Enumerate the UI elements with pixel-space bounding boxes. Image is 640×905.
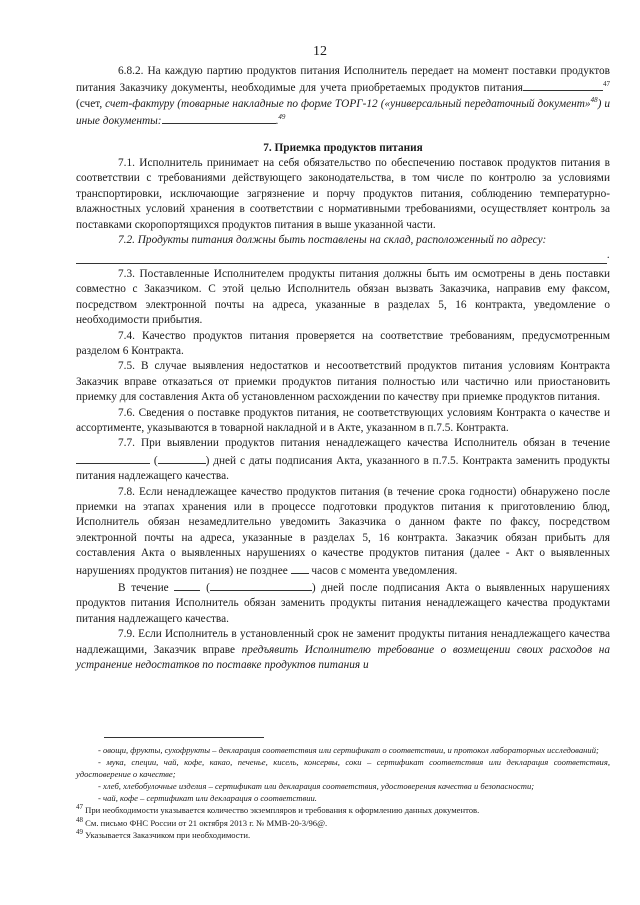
clause-6-8-2-italic: счет-фактуру (товарные накладные по форме ТОРГ-12 («универсальный передаточный документ» (105, 97, 591, 110)
footnotes (76, 744, 610, 841)
clause-6-8-2-text-b: (счет, (76, 97, 106, 110)
clause-7-8 (76, 485, 610, 579)
footnote-text: См. письмо ФНС России от 21 октября 2013 г. № ММВ-20-3/96@. (85, 817, 328, 828)
main-text (76, 64, 610, 673)
footnote-separator (104, 737, 264, 738)
clause-7-5: 7.5. В случае выявления недостатков и несоответствий продуктов питания условиям Контракта Заказчик вправе отказаться от приемки продуктов питания полностью или частично или приостановить приемку для составления Акта об установленном расхождении по качеству при приемке продуктов питания. (76, 360, 610, 404)
blank-field (523, 79, 603, 91)
section-heading: 7. Приемка продуктов питания (263, 141, 423, 154)
footnote-item: - чай, кофе – сертификат или декларация о соответствии. (98, 793, 317, 804)
footnote-item: - мука, специи, чай, кофе, какао, печенье, кисель, консервы, соки – сертификат соответствия или декларация соответствия, удостоверение о качестве; (76, 757, 610, 780)
blank-field (291, 562, 309, 574)
clause-7-9 (76, 627, 610, 673)
footnote-ref-47: 47 (603, 80, 610, 89)
clause-7-8-text-c: В течение (118, 582, 169, 594)
clause-7-6: 7.6. Сведения о поставке продуктов питания, не соответствующих условиям Контракта о качестве и ассортименте, указываются в товарной накладной и в Акте, указанном в п.7.5. Контракта. (76, 406, 610, 434)
clause-7-8-continued (76, 579, 610, 627)
footnote-text: При необходимости указывается количество экземпляров и требования к оформлению данных документов. (85, 805, 480, 816)
footnote-item: - хлеб, хлебобулочные изделия – сертификат или декларация соответствия, удостоверения качества и безопасности; (98, 781, 535, 792)
footnote-ref-49: 49 (278, 113, 286, 122)
footnote-number: 48 (76, 815, 83, 824)
clause-7-7 (76, 436, 610, 484)
blank-field (158, 452, 206, 464)
page-number: 12 (313, 44, 327, 59)
address-line (76, 248, 610, 263)
clause-7-4: 7.4. Качество продуктов питания проверяется на соответствие требованиям, предусмотренным разделом 6 Контракта. (76, 329, 610, 357)
blank-field (210, 579, 312, 591)
clause-7-7-text: 7.7. При выявлении продуктов питания ненадлежащего качества Исполнитель обязан в течение (118, 437, 610, 450)
clause-6-8-2-italic-b: ) и иные документы: (76, 97, 610, 128)
clause-7-8-text: 7.8. Если ненадлежащее качество продуктов питания (в течение срока годности) обнаружено после приемки на этапах хранения или в процессе подготовки продуктов питания к приготовлению блюд, Исполнитель обязан незамедлительно уведомить Заказчика о данном факте по факсу, посредством электронной почты на адреса, указанные в разделах 5, 16 контракта. Заказчик обязан прибыть для составления Акта о выявленных нарушениях о качестве продуктов питания (далее - Акт о выявленных нарушениях продуктов питания) не позднее (76, 485, 610, 577)
clause-7-9-italic: предъявить Исполнителю требование о возмещении своих расходов на устранение недостатков по поставке продуктов питания и (76, 643, 610, 672)
clause-6-8-2 (76, 64, 610, 130)
blank-field (76, 252, 607, 264)
clause-7-9-text: 7.9. Если Исполнитель в установленный срок не заменит продукты питания ненадлежащего качества надлежащими, Заказчик вправе (76, 628, 610, 656)
clause-7-8-text-e: ) дней после подписания Акта о выявленных нарушениях продуктов питания Исполнитель обязан заменить продукты питания ненадлежащего качества продуктами питания надлежащего качества. (76, 582, 610, 625)
clause-7-8-text-b: часов с момента уведомления. (311, 564, 458, 577)
footnote-number: 49 (76, 827, 83, 836)
clause-6-8-2-text: 6.8.2. На каждую партию продуктов питания Исполнитель передает на момент поставки продуктов питания Заказчику документы, необходимые для учета приобретаемых продуктов питания (76, 65, 610, 95)
clause-7-3: 7.3. Поставленные Исполнителем продукты питания должны быть им осмотрены в день поставки совместно с Заказчиком. С этой целью Исполнитель обязан вызвать Заказчика, направив ему факсом, посредством электронной почты на адреса, указанные в разделах 5, 16 контракта, уведомление о необходимости прибытия. (76, 267, 610, 327)
paren-open: ( (153, 454, 158, 467)
blank-field (174, 579, 200, 591)
paren-open: ( (206, 582, 210, 594)
footnote-text: Указывается Заказчиком при необходимости. (85, 829, 251, 840)
blank-field (162, 112, 276, 124)
clause-7-2: 7.2. Продукты питания должны быть поставлены на склад, расположенный по адресу: (118, 234, 547, 247)
clause-7-7-text-b: ) дней с даты подписания Акта, указанного в п.7.5. Контракта заменить продукты питания надлежащего качества. (76, 454, 610, 483)
footnote-number: 47 (76, 803, 83, 812)
address-line-end: . (607, 249, 610, 262)
blank-field (76, 452, 150, 464)
footnote-49 (76, 829, 610, 841)
footnote-ref-48: 48 (590, 96, 598, 105)
clause-6-8-2-end: . (275, 115, 279, 128)
footnote-48 (76, 817, 610, 829)
clause-7-1: 7.1. Исполнитель принимает на себя обязательство по обеспечению поставок продуктов питания в соответствии с требованиями действующего законодательства, в том числе по контролю за условиями транспортировки, исключающие загрязнение и порчу продуктов питания, соблюдению температурно-влажностных условий хранения в соответствии с нормативными требованиями, осуществляет контроль за поставками скоропортящихся продуктов питания в выше указанной части. (76, 157, 610, 231)
footnote-47 (76, 804, 610, 816)
footnote-item: - овощи, фрукты, сухофрукты – декларация соответствия или сертификат о соответствии, и протокол лабораторных исследований; (98, 745, 599, 755)
